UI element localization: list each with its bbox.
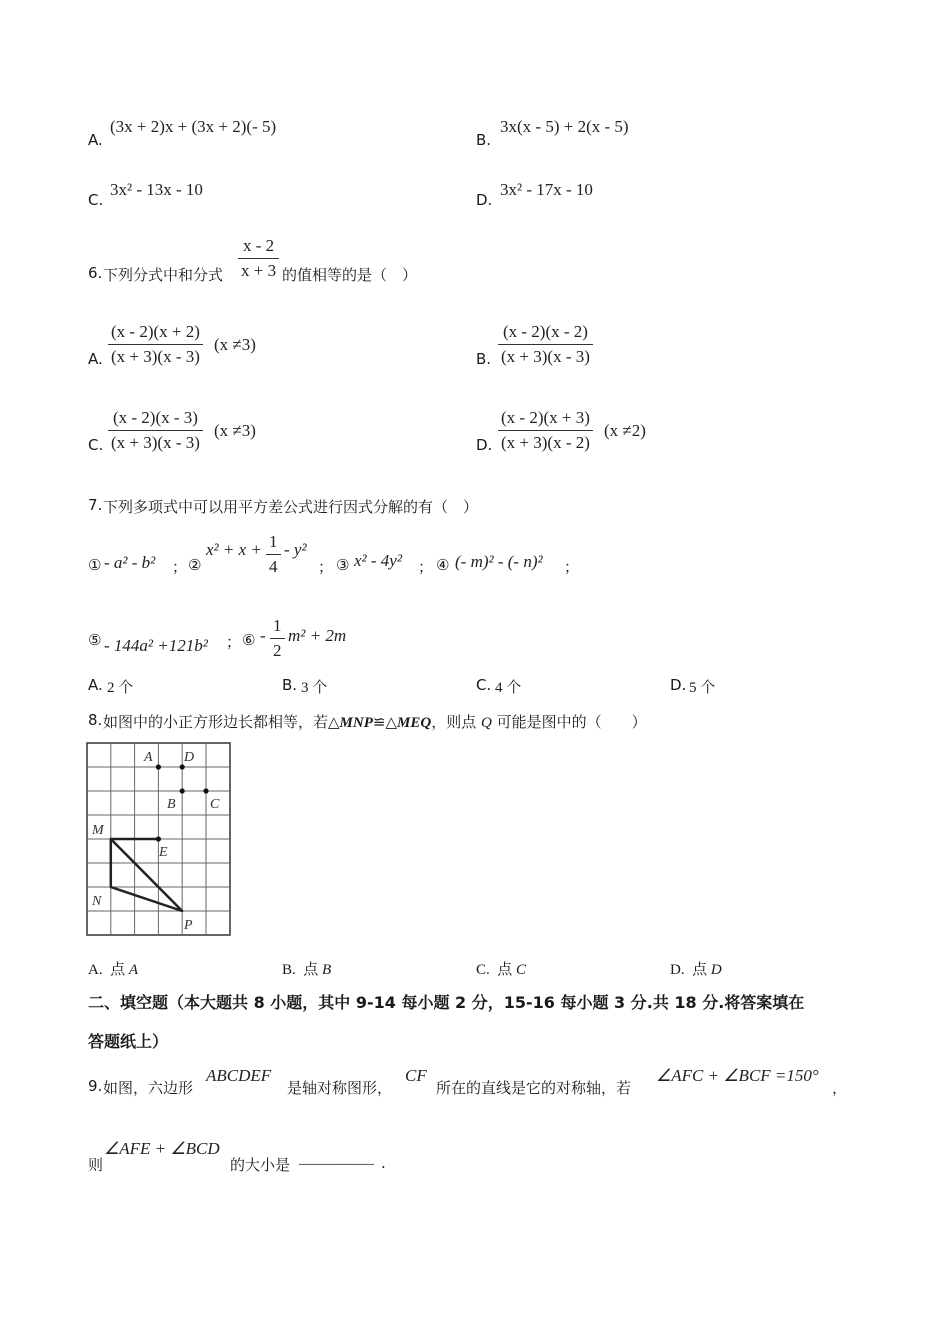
q5-option-d-expr: 3x² - 17x - 10	[500, 180, 593, 199]
q8-option-b-letter: B.	[282, 962, 296, 978]
q7-option-c-letter: C.	[476, 676, 492, 694]
q8-option-c-point: C	[516, 962, 527, 978]
q7-item2-numerator: 1	[266, 532, 281, 555]
q9-condition: ∠AFC + ∠BCF =150°	[656, 1066, 819, 1085]
q7-item2-denominator: 4	[269, 557, 278, 576]
q7-option-c-text: 4 个	[495, 680, 522, 696]
q7-number: 7.	[88, 496, 103, 514]
q5-option-a-letter: A.	[88, 131, 103, 149]
q6-option-d-numerator: (x - 2)(x + 3)	[498, 408, 593, 431]
q8-option-d-point: D	[710, 962, 722, 978]
q6-option-c-fraction	[108, 408, 203, 453]
q8-point-b	[180, 788, 185, 793]
q8-option-d	[670, 958, 722, 979]
q8-label-m: M	[92, 823, 104, 838]
q7-item3: x² - 4y²	[354, 551, 402, 570]
q6-option-b-numerator: (x - 2)(x - 2)	[498, 322, 593, 345]
q7-sep-1: ；	[172, 558, 188, 576]
q7-item4-mark: ④	[436, 556, 450, 574]
q6-option-d-letter: D.	[476, 436, 493, 454]
q7-item5: - 144a² +121b²	[104, 636, 208, 655]
q6-given-numerator: x - 2	[238, 236, 279, 259]
q8-number: 8.	[88, 711, 103, 729]
q7-item6-pre: -	[260, 626, 266, 645]
q8-option-d-text: 点	[692, 962, 708, 978]
q8-label-e: E	[159, 845, 168, 860]
q7-sep-5: ；	[226, 633, 242, 651]
q7-option-d-letter: D.	[670, 676, 687, 694]
q9-text3: 所在的直线是它的对称轴，若	[436, 1079, 632, 1097]
q7-item6-mark: ⑥	[242, 631, 256, 649]
q7-item4: (- m)² - (- n)²	[455, 552, 543, 571]
q9-axis-name: CF	[405, 1066, 427, 1085]
q6-option-a-letter: A.	[88, 350, 103, 368]
q8-label-b: B	[167, 797, 176, 812]
q6-option-a-condition: (x ≠3)	[214, 335, 256, 354]
q6-number: 6.	[88, 264, 103, 282]
q5-option-b-letter: B.	[476, 131, 492, 149]
q6-stem-before: 下列分式中和分式	[103, 266, 224, 284]
q7-item2-post: - y²	[284, 540, 307, 559]
q7-option-a-text: 2 个	[107, 680, 134, 696]
q5-option-d-letter: D.	[476, 191, 493, 209]
q6-option-a-denominator: (x + 3)(x - 3)	[111, 347, 200, 366]
q6-option-c-denominator: (x + 3)(x - 3)	[111, 433, 200, 452]
q8-option-c-letter: C.	[476, 962, 490, 978]
q8-point-d	[180, 764, 185, 769]
q7-item2-fraction	[266, 532, 281, 577]
q8-option-b-text: 点	[303, 962, 319, 978]
q5-option-c-expr: 3x² - 13x - 10	[110, 180, 203, 199]
q8-label-p: P	[184, 918, 193, 933]
q5-option-a-expr: (3x + 2)x + (3x + 2)(- 5)	[110, 117, 277, 136]
q8-stem	[103, 711, 647, 732]
q9-comma: ，	[832, 1079, 848, 1097]
q8-option-a-text: 点	[110, 962, 126, 978]
q6-option-d-condition: (x ≠2)	[604, 421, 646, 440]
q6-option-a-numerator: (x - 2)(x + 2)	[108, 322, 203, 345]
q9-period: .	[381, 1154, 386, 1172]
q8-label-a: A	[144, 750, 153, 765]
q6-stem-after: 的值相等的是（ ）	[282, 266, 418, 284]
q5-option-b-expr: 3x(x - 5) + 2(x - 5)	[500, 117, 629, 136]
q7-item3-mark: ③	[336, 556, 350, 574]
q8-option-a-letter: A.	[88, 962, 103, 978]
q8-stem-pre: 如图中的小正方形边长都相等，若△	[103, 713, 340, 731]
q6-option-b-fraction	[498, 322, 593, 367]
q7-item6-fraction	[270, 616, 285, 661]
q9-answer-blank[interactable]: __________	[299, 1151, 374, 1167]
section2-heading-line1: 二、填空题（本大题共 8 小题，其中 9-14 每小题 2 分，15-16 每小题 3 分.共 18 分.将答案填在	[88, 993, 805, 1012]
q7-item2-pre: x² + x +	[206, 540, 262, 559]
q6-option-c-numerator: (x - 2)(x - 3)	[108, 408, 203, 431]
q8-stem-post: 可能是图中的（ ）	[491, 713, 647, 731]
q9-hexagon-name: ABCDEF	[206, 1066, 272, 1085]
q7-item1-mark: ①	[88, 556, 102, 574]
q7-item6-numerator: 1	[270, 616, 285, 639]
q8-label-c: C	[210, 797, 220, 812]
q8-stem-point-q: Q	[480, 715, 492, 731]
q9-number: 9.	[88, 1077, 103, 1095]
q8-label-n: N	[92, 894, 102, 909]
q6-option-d-denominator: (x + 3)(x - 2)	[501, 433, 590, 452]
q7-item6-denominator: 2	[273, 641, 282, 660]
q9-text1: 如图，六边形	[103, 1079, 194, 1097]
q8-option-c-text: 点	[497, 962, 513, 978]
q7-sep-2: ；	[318, 558, 334, 576]
q7-option-b-letter: B.	[282, 676, 298, 694]
q8-stem-mid: ，则点	[431, 713, 481, 731]
section2-heading-line2: 答题纸上）	[88, 1032, 169, 1051]
q6-option-c-letter: C.	[88, 436, 104, 454]
q8-option-a	[88, 958, 138, 979]
q8-point-e	[156, 836, 161, 841]
q6-option-b-denominator: (x + 3)(x - 3)	[501, 347, 590, 366]
q6-option-c-condition: (x ≠3)	[214, 421, 256, 440]
q7-item5-mark: ⑤	[88, 631, 102, 649]
q7-option-a-letter: A.	[88, 676, 103, 694]
q6-given-denominator: x + 3	[241, 261, 277, 280]
q8-stem-triangle1: MNP	[339, 715, 373, 731]
q7-option-d-text: 5 个	[689, 680, 716, 696]
q6-option-a-fraction	[108, 322, 203, 367]
q8-option-a-point: A	[128, 962, 139, 978]
q7-item6-post: m² + 2m	[288, 626, 347, 645]
q7-item1: - a² - b²	[104, 553, 156, 572]
q7-sep-4: ；	[564, 558, 580, 576]
q9-text5: 的大小是	[230, 1156, 291, 1174]
q8-triangle-mnp	[111, 839, 182, 911]
q8-point-c	[203, 788, 208, 793]
q6-option-b-letter: B.	[476, 350, 492, 368]
q8-grid-figure	[86, 742, 232, 938]
q8-option-b-point: B	[322, 962, 332, 978]
q7-sep-3: ；	[418, 558, 434, 576]
q9-expression: ∠AFE + ∠BCD	[104, 1139, 220, 1158]
q8-option-b	[282, 958, 331, 979]
q5-option-c-letter: C.	[88, 191, 104, 209]
q8-option-c	[476, 958, 526, 979]
q7-stem: 下列多项式中可以用平方差公式进行因式分解的有（ ）	[103, 498, 479, 516]
q7-item2-mark: ②	[188, 556, 202, 574]
q8-stem-triangle2: MEQ	[397, 715, 432, 731]
q9-text4: 则	[88, 1156, 104, 1174]
q8-point-a	[156, 764, 161, 769]
q8-stem-congruent: ≌△	[372, 713, 397, 731]
q7-option-b-text: 3 个	[301, 680, 328, 696]
q9-text2: 是轴对称图形，	[287, 1079, 393, 1097]
q8-label-d: D	[184, 750, 195, 765]
q6-given-fraction	[238, 236, 279, 281]
q6-option-d-fraction	[498, 408, 593, 453]
q8-option-d-letter: D.	[670, 962, 685, 978]
